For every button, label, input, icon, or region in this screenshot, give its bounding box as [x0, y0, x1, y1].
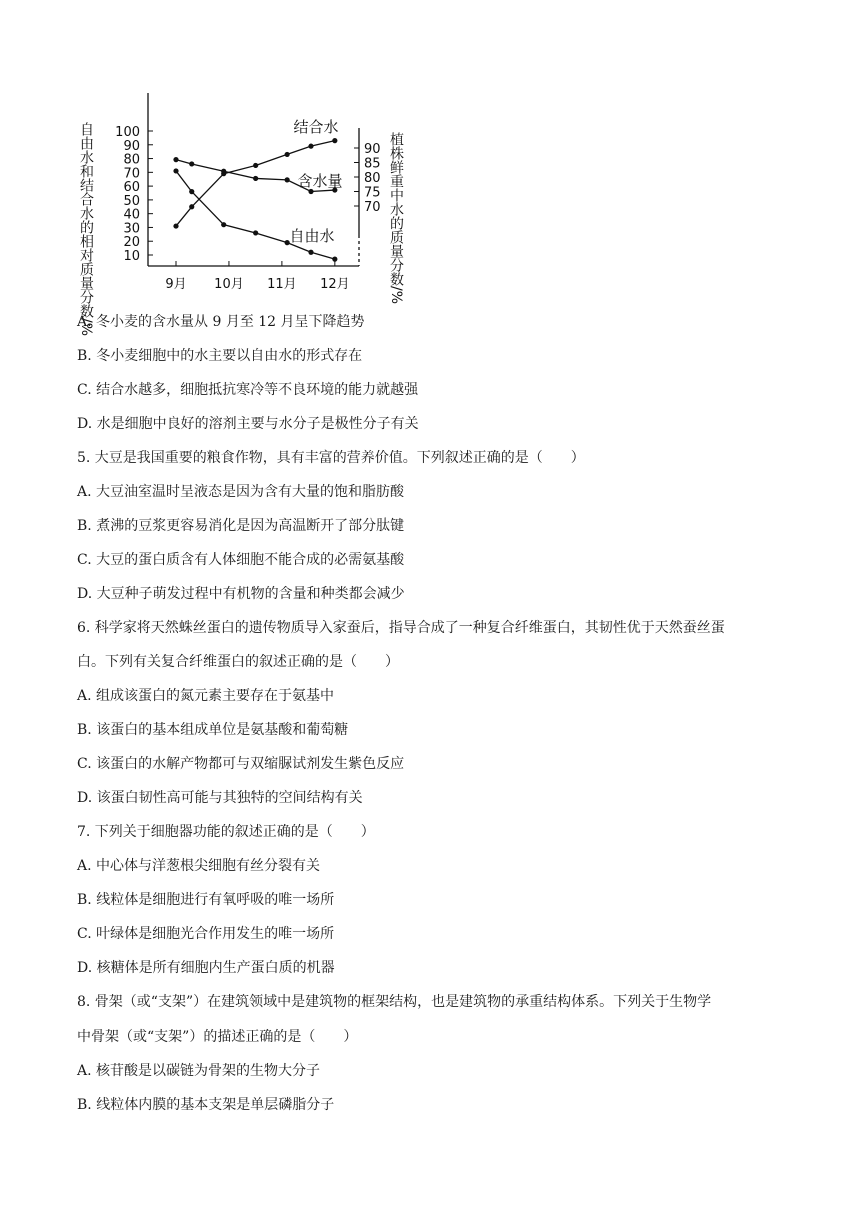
x-tick-label: 10月 [214, 277, 244, 292]
data-point [332, 138, 337, 143]
data-point [253, 163, 258, 168]
series-label: 含水量 [297, 172, 343, 190]
text-line: B. 冬小麦细胞中的水主要以自由水的形式存在 [77, 348, 363, 364]
text-line: D. 大豆种子萌发过程中有机物的含量和种类都会减少 [77, 586, 405, 602]
data-point [285, 152, 290, 157]
text-line: A. 核苷酸是以碳链为骨架的生物大分子 [77, 1063, 321, 1079]
text-line: A. 冬小麦的含水量从 9 月至 12 月呈下降趋势 [77, 314, 365, 330]
left-tick-label: 30 [123, 221, 140, 237]
right-tick-label: 70 [364, 200, 381, 215]
data-point [189, 204, 194, 209]
left-tick-label: 70 [123, 166, 140, 182]
text-line: 5. 大豆是我国重要的粮食作物，具有丰富的营养价值。下列叙述正确的是（ ） [77, 450, 585, 466]
series-label: 自由水 [289, 227, 335, 245]
right-tick-label: 75 [364, 185, 381, 201]
right-tick-label: 85 [364, 156, 381, 172]
text-line: C. 大豆的蛋白质含有人体细胞不能合成的必需氨基酸 [77, 552, 405, 568]
text-line: A. 大豆油室温时呈液态是因为含有大量的饱和脂肪酸 [77, 484, 405, 500]
text-line: A. 组成该蛋白的氮元素主要存在于氨基中 [77, 688, 335, 704]
left-tick-label: 50 [123, 193, 140, 209]
text-line: D. 核糖体是所有细胞内生产蛋白质的机器 [77, 960, 335, 976]
left-tick-label: 20 [123, 235, 140, 251]
left-tick-label: 10 [123, 249, 140, 264]
data-point [189, 189, 194, 194]
data-point [189, 161, 194, 166]
data-point [173, 168, 178, 173]
left-tick-label: 40 [123, 207, 140, 223]
data-point [332, 257, 337, 262]
data-point [221, 169, 226, 174]
left-tick-label: 60 [123, 180, 140, 196]
data-point [173, 223, 178, 228]
right-y-axis [354, 128, 381, 266]
left-tick-label: 80 [123, 152, 140, 168]
left-tick-label: 100 [115, 125, 140, 140]
data-point [308, 144, 313, 149]
text-line: B. 煮沸的豆浆更容易消化是因为高温断开了部分肽键 [77, 518, 405, 534]
data-point [221, 222, 226, 227]
text-line: 中骨架（或“支架”）的描述正确的是（ ） [77, 1029, 358, 1045]
right-tick-label: 90 [364, 142, 381, 157]
text-line: 白。下列有关复合纤维蛋白的叙述正确的是（ ） [77, 654, 399, 670]
x-axis [148, 261, 359, 292]
left-y-axis [115, 93, 153, 266]
text-line: B. 线粒体是细胞进行有氧呼吸的唯一场所 [77, 892, 335, 908]
x-tick-label: 12月 [320, 277, 350, 292]
x-tick-label: 11月 [267, 277, 297, 292]
data-point [285, 177, 290, 182]
left-tick-label: 90 [123, 138, 140, 154]
text-line: B. 线粒体内膜的基本支架是单层磷脂分子 [77, 1097, 335, 1113]
x-tick-label: 9月 [165, 277, 187, 292]
text-line: 7. 下列关于细胞器功能的叙述正确的是（ ） [77, 824, 375, 840]
text-line: C. 该蛋白的水解产物都可与双缩脲试剂发生紫色反应 [77, 756, 405, 772]
text-line: D. 该蛋白韧性高可能与其独特的空间结构有关 [77, 790, 363, 806]
text-line: A. 中心体与洋葱根尖细胞有丝分裂有关 [77, 858, 321, 874]
text-line: C. 叶绿体是细胞光合作用发生的唯一场所 [77, 926, 335, 942]
right-tick-label: 80 [364, 171, 381, 186]
series-label: 结合水 [293, 118, 339, 136]
text-line: 6. 科学家将天然蛛丝蛋白的遗传物质导入家蚕后，指导合成了一种复合纤维蛋白，其韧性优于天然蚕丝蛋 [77, 620, 725, 636]
data-point [308, 250, 313, 255]
text-line: C. 结合水越多，细胞抵抗寒冷等不良环境的能力就越强 [77, 382, 419, 398]
data-point [253, 230, 258, 235]
text-line: 8. 骨架（或“支架”）在建筑领域中是建筑物的框架结构，也是建筑物的承重结构体系。下列关于生物学 [77, 994, 712, 1010]
text-line: B. 该蛋白的基本组成单位是氨基酸和葡萄糖 [77, 722, 349, 738]
data-point [173, 157, 178, 162]
series-layer [173, 118, 342, 262]
data-point [253, 176, 258, 181]
left-axis-title: 自由水和结合水的相对质量分数/% [78, 122, 94, 337]
text-line: D. 水是细胞中良好的溶剂主要与水分子是极性分子有关 [77, 416, 419, 432]
right-axis-title: 植株鲜重中水的质量分数/% [388, 132, 404, 305]
